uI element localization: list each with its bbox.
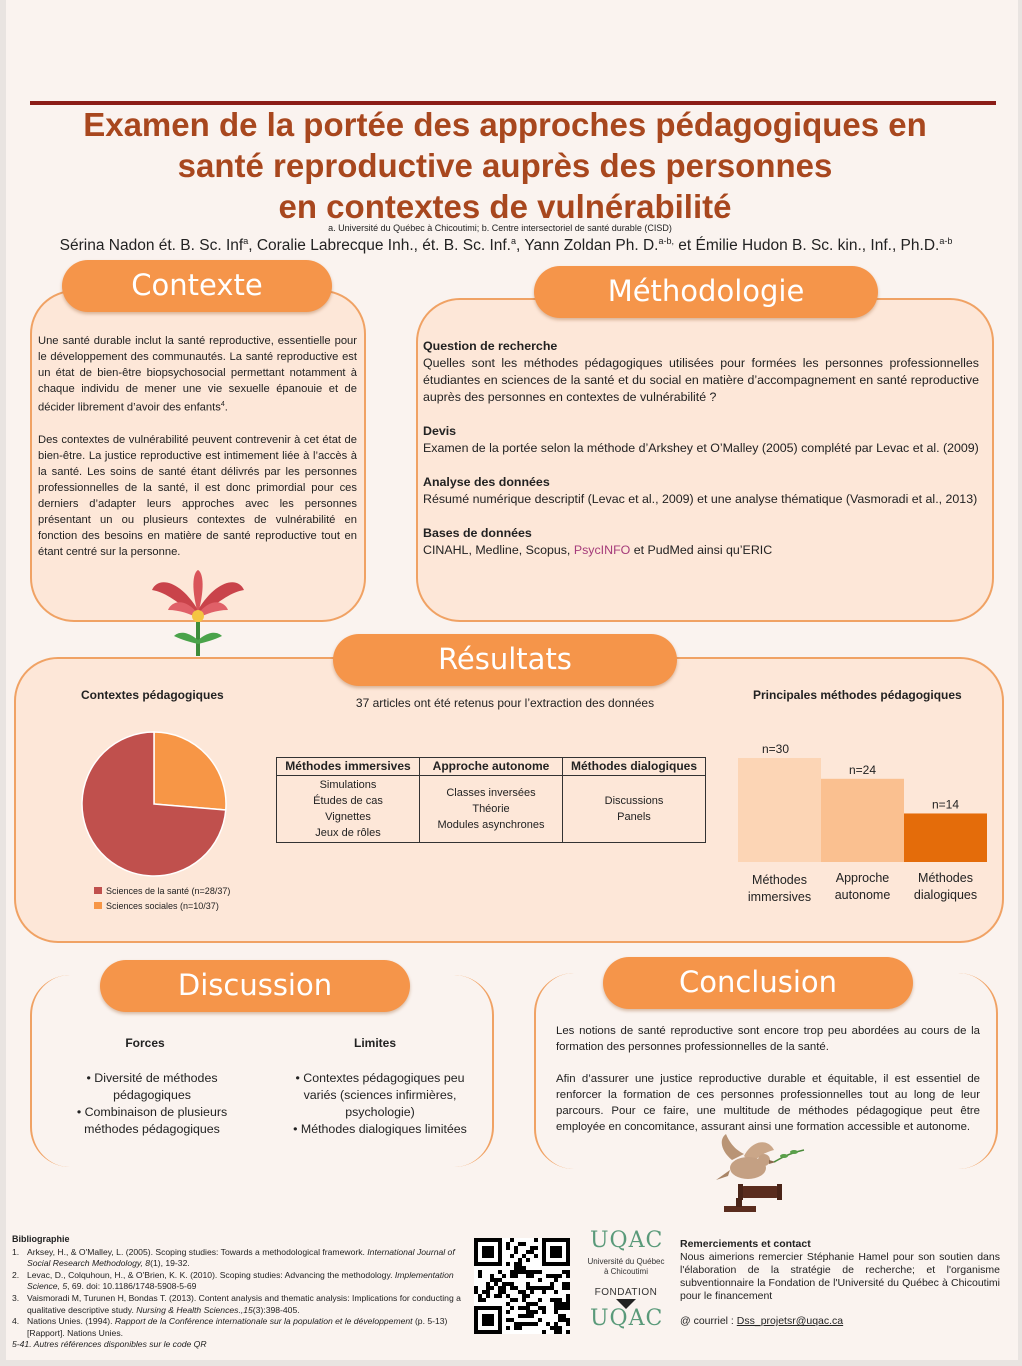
legend-item-sociales: Sciences sociales (n=10/37) bbox=[94, 899, 230, 914]
articles-count-text: 37 articles ont été retenus pour l’extraction des données bbox=[355, 696, 655, 710]
title-line-1: Examen de la portée des approches pédagogiques en bbox=[83, 106, 927, 143]
reference-item: 1. Arksey, H., & O'Malley, L. (2005). Scoping studies: Towards a methodological framework. International Journal of Social Research Methodology, 8(1), 19-32. bbox=[12, 1246, 455, 1269]
bar-category-label-2: Méthodes bbox=[918, 871, 973, 885]
forces-list bbox=[62, 1070, 242, 1138]
table-row bbox=[277, 776, 706, 843]
pie-slice-1 bbox=[154, 732, 226, 810]
reference-item: 3. Vaismoradi M, Turunen H, Bondas T. (2013). Content analysis and thematic analysis: Implications for conducting a qualitative descriptive study. Nursing & Health Sciences.,15(3):398-405. bbox=[12, 1292, 461, 1315]
qr-code-icon[interactable] bbox=[474, 1238, 570, 1334]
limites-heading: Limites bbox=[353, 1036, 396, 1050]
bar-category-label-2: dialogiques bbox=[913, 888, 978, 902]
table-header-row bbox=[277, 758, 706, 776]
resultats-heading: Résultats bbox=[333, 634, 677, 686]
flower-icon bbox=[150, 570, 246, 656]
email-link[interactable]: Dss_projetsr@uqac.ca bbox=[736, 1315, 844, 1327]
uqac-logo: UQAC bbox=[590, 1228, 664, 1253]
reference-item: 4. Nations Unies. (1994). Rapport de la Conférence internationale sur la population et le développement (p. 5-13) [Rapport]. Nations Unies. bbox=[12, 1316, 448, 1338]
pie-legend bbox=[94, 884, 230, 914]
dove-gavel-icon bbox=[712, 1130, 812, 1214]
discussion-heading: Discussion bbox=[100, 960, 410, 1012]
list-item: • Combinaison de plusieurs méthodes pédagogiques bbox=[76, 1105, 228, 1136]
bar-category-label-0: immersives bbox=[747, 890, 812, 904]
methodologie-heading: Méthodologie bbox=[534, 266, 878, 318]
uqac-logo-subtitle: Université du Québec à Chicoutimi bbox=[587, 1257, 665, 1276]
methodologie-text: Question de recherche Quelles sont les méthodes pédagogiques utilisées pour formées les personnes professionnelles étudiantes en sciences de la santé et du social en matière d’accompagnement en santé reproductive auprès des personnes en contextes de vulnérabilité ? Devis Examen de la portée selon la méthode d’Arkshey et O’Malley (2005) complété par Levac et al. (2009) Analyse des données Résumé numérique descriptif (Levac et al., 2009) et une analyse thématique (Vasmoradi et al., 2013) Bases de données CINAHL, Medline, Scopus, PsycINFO et PudMed ainsi qu’ERIC bbox=[423, 339, 979, 557]
legend-swatch-sante bbox=[94, 887, 102, 894]
list-item: • Contextes pédagogiques peu variés (sciences infirmières, psychologie) bbox=[295, 1071, 465, 1119]
bar-category-label-1: autonome bbox=[834, 888, 891, 902]
legend-item-sante: Sciences de la santé (n=28/37) bbox=[94, 884, 230, 899]
conclusion-heading: Conclusion bbox=[603, 957, 913, 1009]
bibliography bbox=[12, 1234, 472, 1351]
table-cell-dialogiques: Discussions Panels bbox=[563, 776, 706, 843]
list-item: • Méthodes dialogiques limitées bbox=[293, 1122, 467, 1136]
methods-table bbox=[276, 757, 706, 843]
fondation-uqac-logo: UQAC bbox=[590, 1306, 664, 1331]
bar-2 bbox=[904, 813, 987, 862]
reference-item: 2. Levac, D., Colquhoun, H., & O'Brien, K. K. (2010). Scoping studies: Advancing the methodology. Implementation Science, 5, 69. doi: 10.1186/1748-5908-5-69 bbox=[12, 1269, 454, 1292]
affiliations: a. Université du Québec à Chicoutimi; b. Centre intersectoriel de santé durable (CISD) bbox=[328, 223, 672, 233]
title-line-2: santé reproductive auprès des personnes bbox=[177, 147, 833, 184]
table-header: Approche autonome bbox=[420, 758, 563, 776]
bar-data-label-0: n=30 bbox=[761, 742, 790, 756]
contexte-heading: Contexte bbox=[62, 260, 332, 312]
bar-1 bbox=[821, 779, 904, 862]
poster-title bbox=[20, 104, 990, 227]
contexte-text: Une santé durable inclut la santé reproductive, essentielle pour le développement des communautés. La santé reproductive est un état de bien-être biopsychosocial permettant notamment à chaque individu de mener une vie sexuelle épanouie et de décider librement d’avoir des enfants$^4$. Des contextes de vulnérabilité peuvent contrevenir à cet état de bien-être. La justice reproductive est intimement liée à l’accès à la santé. Les soins de santé étant délivrés par les personnes professionnelles de la santé, il est donc primordial pour ces derniers d’adapter leurs approches avec les personnes présentant un ou plusieurs contextes de vulnérabilité en fonction des besoins en matière de santé reproductive tout en étant centré sur la personne. bbox=[38, 335, 357, 558]
table-cell-immersives: Simulations Études de cas Vignettes Jeux de rôles bbox=[277, 776, 420, 843]
fondation-logo-label: FONDATION bbox=[594, 1287, 658, 1298]
legend-swatch-sociales bbox=[94, 902, 102, 909]
bar-0 bbox=[738, 758, 821, 862]
limites-list bbox=[280, 1070, 480, 1138]
pie-chart bbox=[80, 730, 228, 878]
list-item: • Diversité de méthodes pédagogiques bbox=[86, 1071, 218, 1102]
bibliography-title: Bibliographie bbox=[12, 1234, 70, 1244]
acknowledgements: Remerciements et contact Nous aimerions remercier Stéphanie Hamel pour son soutien dans l'élaboration de la stratégie de recherche; et l'organisme subventionnaire la Fondation de l'Université du Québec à Chicoutimi pour le financement bbox=[680, 1238, 1000, 1302]
table-cell-autonome: Classes inversées Théorie Modules asynchrones bbox=[420, 776, 563, 843]
methodes-heading: Principales méthodes pédagogiques bbox=[753, 688, 962, 702]
contact: @ courriel : Dss_projetsr@uqac.ca bbox=[680, 1315, 844, 1327]
authors: Sérina Nadon ét. B. Sc. Inf$^a$, Coralie Labrecque Inh., ét. B. Sc. Inf.$^a$, Yann Zoldan Ph. D.$^{a-b,}$ et Émilie Hudon B. Sc. kin., Inf., Ph.D.$^{a-b}$ bbox=[59, 236, 953, 255]
table-header: Méthodes dialogiques bbox=[563, 758, 706, 776]
conclusion-text: Les notions de santé reproductive sont encore trop peu abordées au cours de la formation des personnes professionnelles de la santé. Afin d’assurer une justice reproductive durable et équitable, il est essentiel de renforcer la formation de ces personnes professionnelles tout au long de leur parcours. Pour ce faire, une multitude de méthodes pédagogique peut être employée en concomitance, assurant ainsi une formation accessible et autonome. bbox=[556, 1025, 980, 1133]
bar-data-label-1: n=24 bbox=[848, 762, 877, 777]
bar-category-label-0: Méthodes bbox=[752, 873, 807, 887]
bar-chart bbox=[735, 738, 995, 908]
bar-category-label-1: Approche bbox=[835, 871, 890, 885]
bar-data-label-2: n=14 bbox=[931, 797, 960, 812]
bibliography-note: 5-41. Autres références disponibles sur le code QR bbox=[12, 1339, 207, 1350]
table-header: Méthodes immersives bbox=[277, 758, 420, 776]
title-line-3: en contextes de vulnérabilité bbox=[278, 188, 732, 225]
forces-heading: Forces bbox=[125, 1036, 165, 1050]
contextes-heading: Contextes pédagogiques bbox=[81, 688, 224, 702]
